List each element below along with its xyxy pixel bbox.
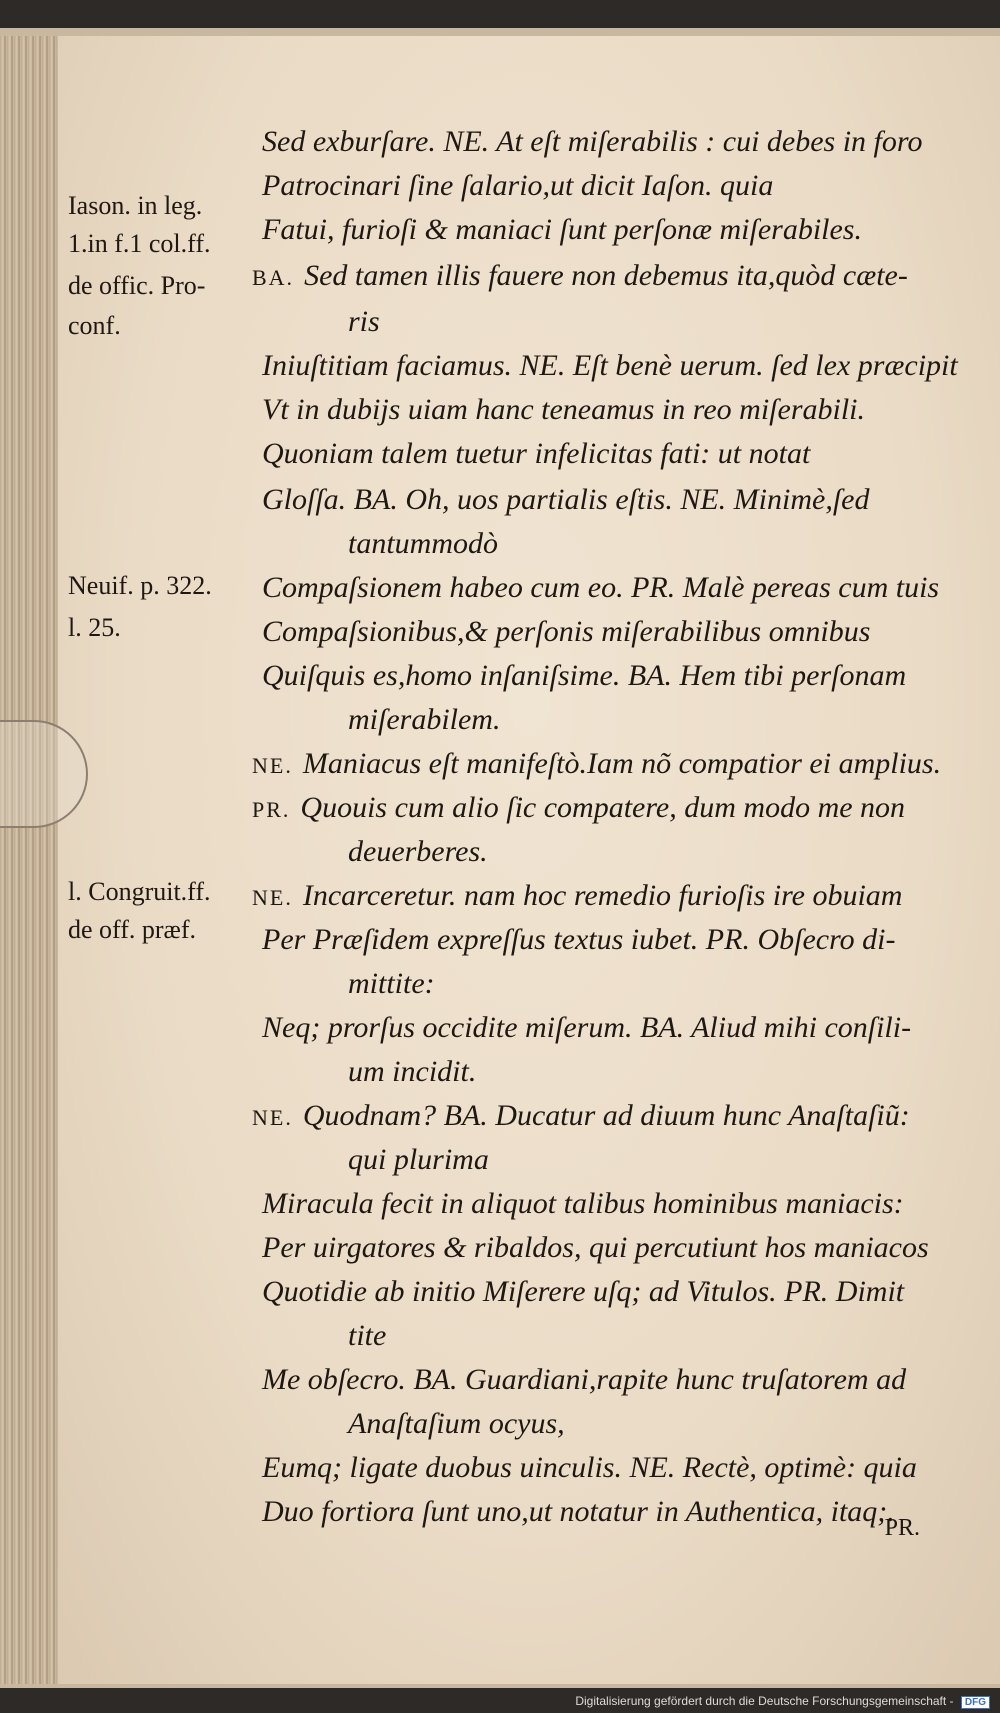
- dfg-logo: DFG: [961, 1696, 990, 1709]
- page-edges: [0, 36, 62, 1684]
- margin-note: conf.: [68, 311, 121, 340]
- text-line: Patrocinari ſine ſalario,ut dicit Iaſon. quia: [262, 169, 774, 202]
- margin-note: l. 25.: [68, 613, 121, 642]
- text-line: deuerberes.: [348, 835, 488, 868]
- text-line: tite: [348, 1319, 387, 1352]
- text-line: um incidit.: [348, 1055, 477, 1088]
- margin-note: de offic. Pro-: [68, 271, 206, 300]
- text-line: Quiſquis es,homo inſaniſsime. BA. Hem tibi perſonam: [262, 659, 907, 692]
- text-line: tantummodò: [348, 527, 498, 560]
- text-line: Neq; prorſus occidite miſerum. BA. Aliud mihi conſili-: [262, 1011, 912, 1044]
- text-line: Iniuſtitiam faciamus. NE. Eſt benè uerum. ſed lex præcipit: [262, 349, 958, 382]
- margin-note: 1.in f.1 col.ff.: [68, 229, 211, 258]
- text-line: NE. Quodnam? BA. Ducatur ad diuum hunc Anaſtaſiũ:: [252, 1099, 910, 1132]
- text-line: Anaſtaſium ocyus,: [348, 1407, 565, 1440]
- margin-note: l. Congruit.ff.: [68, 877, 211, 906]
- text-line: Per uirgatores & ribaldos, qui percutiunt hos maniacos: [262, 1231, 929, 1264]
- text-line: Compaſsionem habeo cum eo. PR. Malè pereas cum tuis: [262, 571, 940, 604]
- text-line: Sed exburſare. NE. At eſt miſerabilis : cui debes in foro: [262, 125, 923, 158]
- text-line: Compaſsionibus,& perſonis miſerabilibus omnibus: [262, 615, 871, 648]
- text-line: NE. Incarceretur. nam hoc remedio furioſis ire obuiam: [252, 879, 903, 912]
- digitization-credit: [575, 1694, 990, 1709]
- credit-text: Digitalisierung gefördert durch die Deutsche Forschungsgemeinschaft -: [575, 1694, 954, 1708]
- margin-note: Iason. in leg.: [68, 191, 203, 220]
- text-line: Miracula fecit in aliquot talibus hominibus maniacis:: [262, 1187, 904, 1220]
- text-line: mittite:: [348, 967, 435, 1000]
- text-line: NE. Maniacus eſt manifeſtò.Iam nõ compatior ei amplius.: [252, 747, 942, 780]
- text-line: BA. Sed tamen illis fauere non debemus ita,quòd cæte-: [252, 259, 908, 292]
- text-line: Eumq; ligate duobus uinculis. NE. Rectè, optimè: quia: [262, 1451, 917, 1484]
- margin-note: Neuif. p. 322.: [68, 571, 212, 600]
- text-line: Quotidie ab initio Miſerere uſq; ad Vitulos. PR. Dimit: [262, 1275, 905, 1308]
- text-line: Me obſecro. BA. Guardiani,rapite hunc truſatorem ad: [262, 1363, 907, 1396]
- text-line: Gloſſa. BA. Oh, uos partialis eſtis. NE. Minimè,ſed: [262, 483, 870, 516]
- catchword: PR.: [884, 1515, 920, 1541]
- text-line: miſerabilem.: [348, 703, 501, 736]
- text-line: Vt in dubijs uiam hanc teneamus in reo miſerabili.: [262, 393, 866, 426]
- text-line: ris: [348, 305, 380, 338]
- margin-note: de off. præf.: [68, 915, 197, 944]
- text-line: Duo fortiora ſunt uno,ut notatur in Authentica, itaq;.: [262, 1495, 895, 1528]
- text-line: qui plurima: [348, 1143, 489, 1176]
- text-line: Per Præſidem expreſſus textus iubet. PR. Obſecro di-: [262, 923, 896, 956]
- text-line: Fatui, furioſi & maniaci ſunt perſonæ miſerabiles.: [262, 213, 862, 246]
- text-line: Quoniam talem tuetur infelicitas fati: ut notat: [262, 437, 811, 470]
- text-line: PR. Quouis cum alio ſic compatere, dum modo me non: [252, 791, 906, 824]
